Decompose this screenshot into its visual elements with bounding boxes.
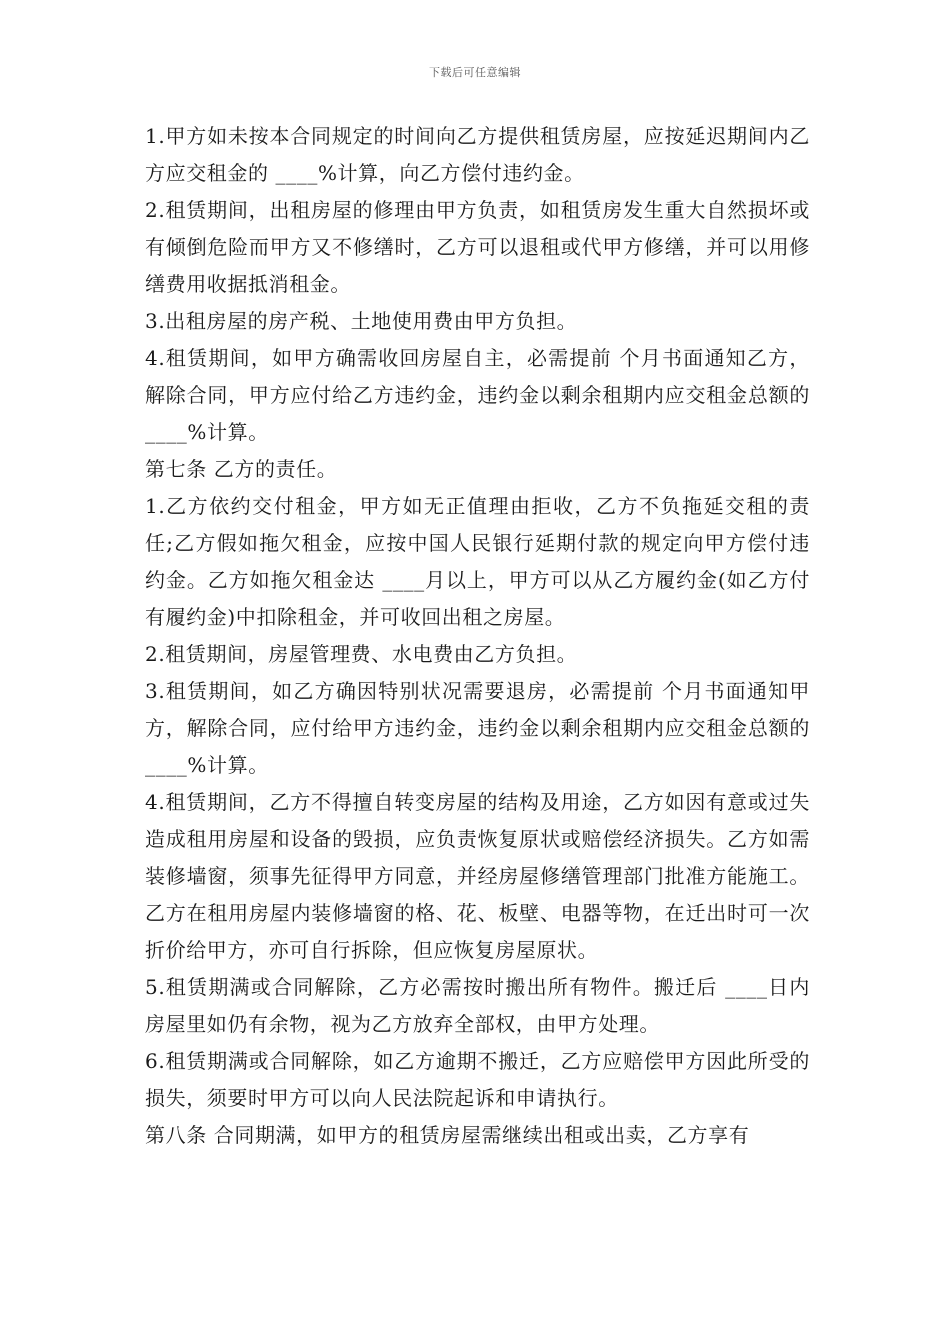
clause-paragraph: 2.租赁期间，出租房屋的修理由甲方负责，如租赁房发生重大自然损坏或有倾倒危险而甲方又不修缮时，乙方可以退租或代甲方修缮，并可以用修缮费用收据抵消租金。 — [145, 198, 810, 296]
clause-paragraph: 4.租赁期间，乙方不得擅自转变房屋的结构及用途，乙方如因有意或过失造成租用房屋和设备的毁损，应负责恢复原状或赔偿经济损失。乙方如需装修墙窗，须事先征得甲方同意，并经房屋修缮管理部门批准方能施工。乙方在租用房屋内装修墙窗的格、花、板壁、电器等物，在迁出时可一次折价给甲方，亦可自行拆除，但应恢复房屋原状。 — [145, 790, 810, 962]
article-heading: 第七条 乙方的责任。 — [145, 457, 338, 481]
clause-paragraph: 1.甲方如未按本合同规定的时间向乙方提供租赁房屋，应按延迟期间内乙方应交租金的 ____%计算，向乙方偿付违约金。 — [145, 124, 810, 185]
clause-paragraph: 6.租赁期满或合同解除，如乙方逾期不搬迁，乙方应赔偿甲方因此所受的损失，须要时甲方可以向人民法院起诉和申请执行。 — [145, 1049, 810, 1110]
clause-paragraph: 1.乙方依约交付租金，甲方如无正值理由拒收，乙方不负拖延交租的责任;乙方假如拖欠租金，应按中国人民银行延期付款的规定向甲方偿付违约金。乙方如拖欠租金达 ____月以上，甲方可以从乙方履约金(如乙方付有履约金)中扣除租金，并可收回出租之房屋。 — [145, 494, 810, 629]
document-body — [145, 118, 810, 1154]
page-header: 下载后可任意编辑 — [429, 66, 521, 79]
article-paragraph: 第八条 合同期满，如甲方的租赁房屋需继续出租或出卖，乙方享有 — [145, 1123, 750, 1147]
clause-paragraph: 2.租赁期间，房屋管理费、水电费由乙方负担。 — [145, 642, 578, 666]
clause-paragraph: 3.出租房屋的房产税、土地使用费由甲方负担。 — [145, 309, 578, 333]
clause-paragraph: 3.租赁期间，如乙方确因特别状况需要退房，必需提前 个月书面通知甲方，解除合同，应付给甲方违约金，违约金以剩余租期内应交租金总额的 ____%计算。 — [145, 679, 810, 777]
clause-paragraph: 5.租赁期满或合同解除，乙方必需按时搬出所有物件。搬迁后 ____日内房屋里如仍有余物，视为乙方放弃全部权，由甲方处理。 — [145, 975, 810, 1036]
clause-paragraph: 4.租赁期间，如甲方确需收回房屋自主，必需提前 个月书面通知乙方，解除合同，甲方应付给乙方违约金，违约金以剩余租期内应交租金总额的 ____%计算。 — [145, 346, 810, 444]
